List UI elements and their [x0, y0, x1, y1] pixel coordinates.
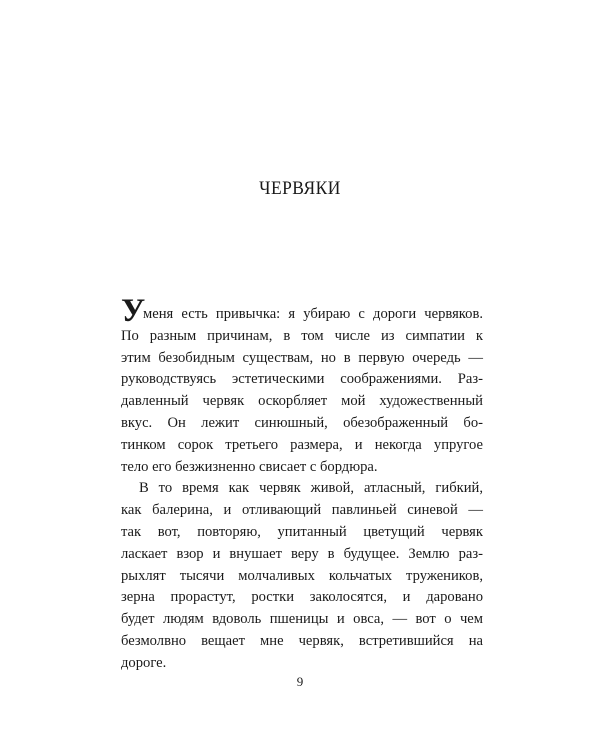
text-line: тело его безжизненно свисает с бордюра. [121, 458, 378, 475]
text-line: безмолвно вещает мне червяк, встретившийся на [121, 632, 483, 649]
chapter-title: ЧЕРВЯКИ [259, 178, 341, 199]
text-line: рыхлят тысячи молчаливых кольчатых тружеников, [121, 567, 483, 584]
text-line: вкус. Он лежит синюшный, обезображенный бо- [121, 414, 483, 431]
text-line: зерна прорастут, ростки заколосятся, и даровано [121, 589, 483, 606]
text-line: этим безобидным существам, но в первую очередь — [121, 349, 483, 366]
text-line: По разным причинам, в том числе из симпатии к [121, 327, 483, 344]
page-number: 9 [296, 674, 304, 689]
text-line: ласкает взор и внушает веру в будущее. Землю раз- [121, 545, 483, 562]
text-line: В то время как червяк живой, атласный, гибкий, [139, 480, 483, 497]
drop-cap: У [121, 293, 146, 329]
paragraph-2 [121, 478, 483, 674]
body-text [121, 293, 483, 675]
text-line-content: меня есть привычка: я убираю с дороги червяков. [143, 306, 483, 322]
text-line: руководствуясь эстетическими соображениями. Раз- [121, 371, 483, 388]
text-line: так вот, повторяю, упитанный цветущий червяк [121, 523, 483, 540]
text-line: как балерина, и отливающий павлиньей синевой — [121, 502, 483, 519]
text-line: дороге. [121, 654, 167, 671]
text-line: давленный червяк оскорбляет мой художественный [121, 393, 483, 410]
text-line [121, 293, 483, 329]
text-line: будет людям вдоволь пшеницы и овса, — вот о чем [121, 611, 483, 628]
text-line: тинком сорок третьего размера, и некогда упругое [121, 436, 483, 453]
paragraph-1 [121, 293, 483, 478]
